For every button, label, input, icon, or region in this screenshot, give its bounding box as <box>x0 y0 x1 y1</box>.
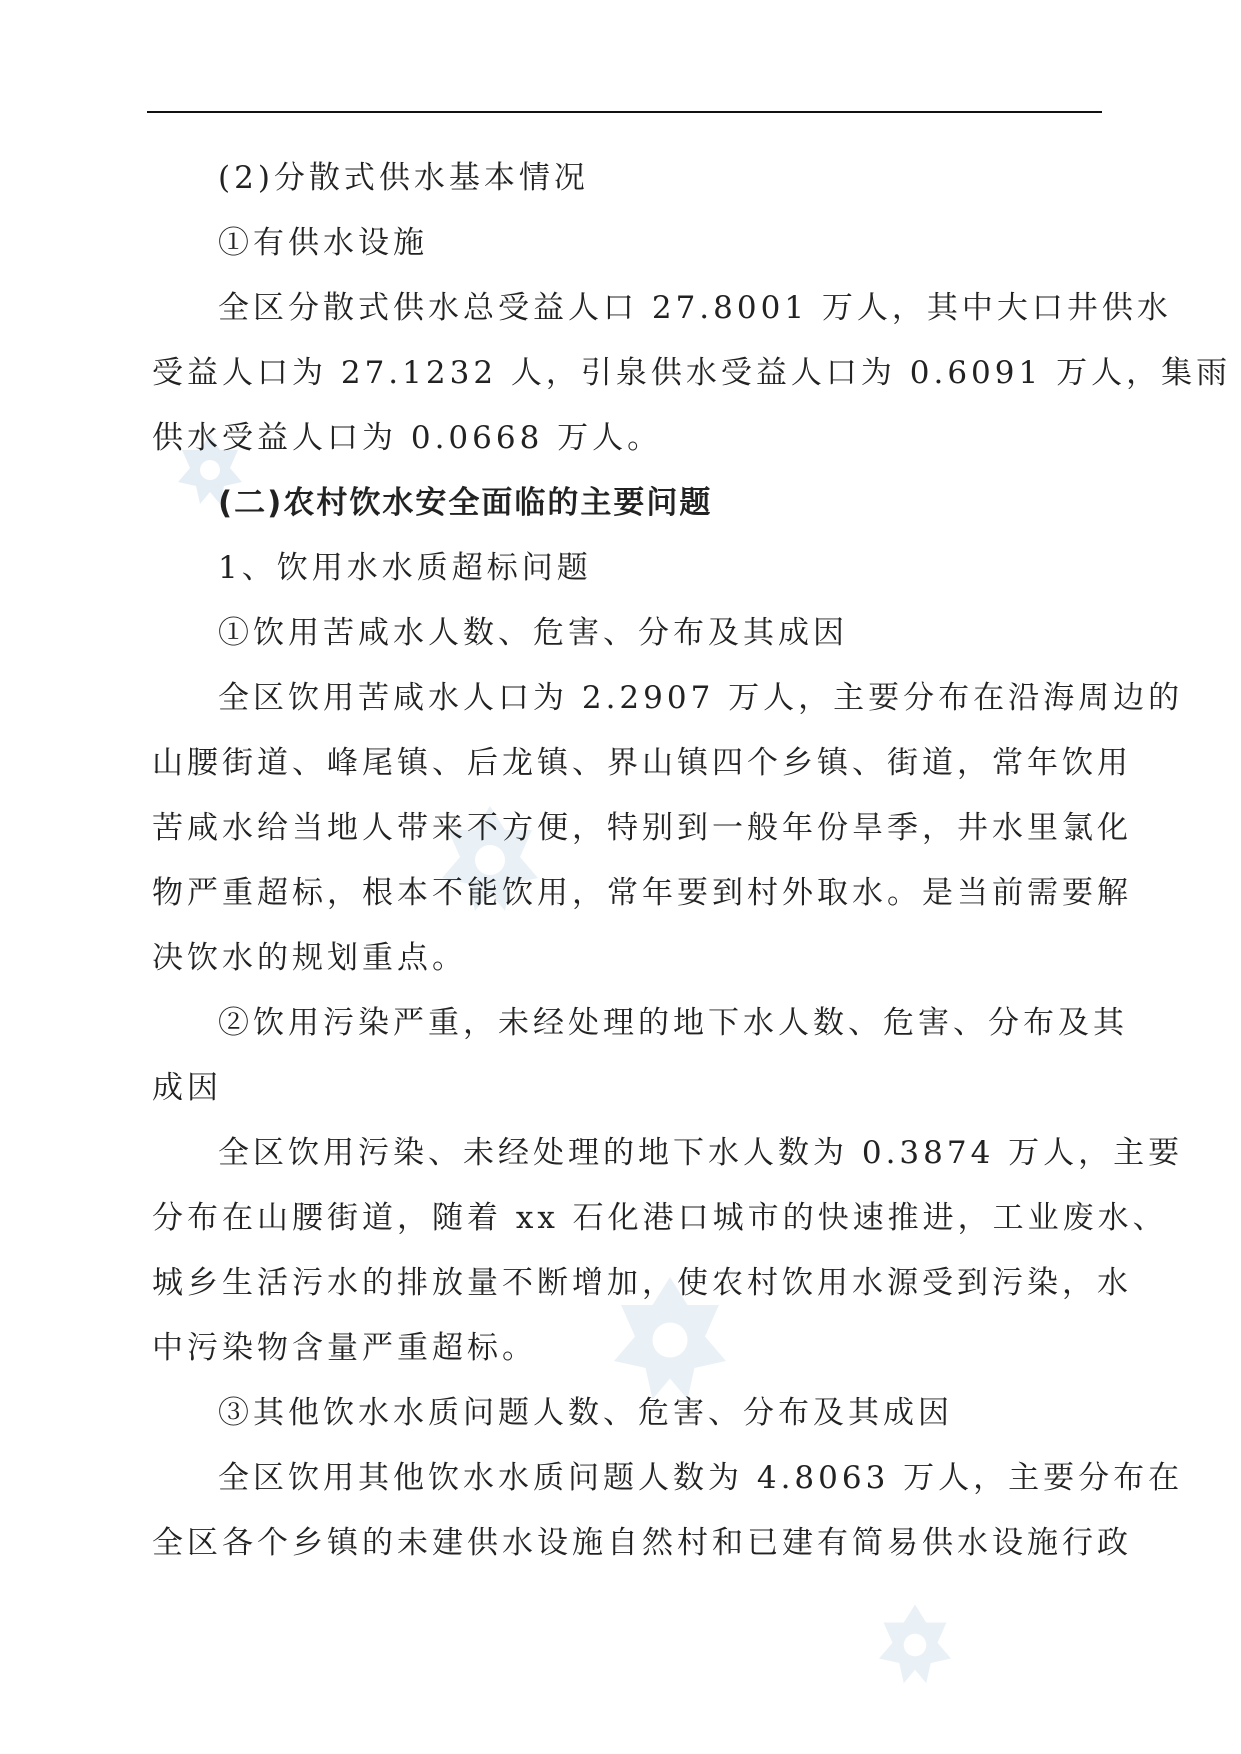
paragraph-line: 分布在山腰街道，随着 xx 石化港口城市的快速推进，工业废水、 <box>152 1200 1168 1236</box>
paragraph-line: 决饮水的规划重点。 <box>152 940 467 976</box>
paragraph-line: 城乡生活污水的排放量不断增加，使农村饮用水源受到污染，水 <box>152 1265 1132 1301</box>
paragraph-line: 全区饮用苦咸水人口为 2.2907 万人，主要分布在沿海周边的 <box>218 680 1184 716</box>
header-rule <box>147 111 1102 113</box>
snowflake-watermark-icon <box>870 1600 960 1690</box>
item-heading: ②饮用污染严重，未经处理的地下水人数、危害、分布及其 <box>218 1005 1128 1041</box>
item-heading: ①有供水设施 <box>218 225 428 261</box>
paragraph-line: 全区饮用污染、未经处理的地下水人数为 0.3874 万人，主要 <box>218 1135 1184 1171</box>
paragraph-line: 全区饮用其他饮水水质问题人数为 4.8063 万人，主要分布在 <box>218 1460 1184 1496</box>
item-heading: 成因 <box>152 1070 222 1106</box>
paragraph-line: 全区各个乡镇的未建供水设施自然村和已建有简易供水设施行政 <box>152 1525 1132 1561</box>
paragraph-line: 山腰街道、峰尾镇、后龙镇、界山镇四个乡镇、街道，常年饮用 <box>152 745 1132 781</box>
item-heading: ①饮用苦咸水人数、危害、分布及其成因 <box>218 615 848 651</box>
paragraph-line: 全区分散式供水总受益人口 27.8001 万人，其中大口井供水 <box>218 290 1172 326</box>
section-heading: (二)农村饮水安全面临的主要问题 <box>218 485 713 521</box>
item-heading: ③其他饮水水质问题人数、危害、分布及其成因 <box>218 1395 953 1431</box>
paragraph-line: 供水受益人口为 0.0668 万人。 <box>152 420 663 456</box>
paragraph-line: 受益人口为 27.1232 人，引泉供水受益人口为 0.6091 万人，集雨 <box>152 355 1232 391</box>
paragraph-line: 物严重超标，根本不能饮用，常年要到村外取水。是当前需要解 <box>152 875 1132 911</box>
paragraph-line: 中污染物含量严重超标。 <box>152 1330 537 1366</box>
subsection-heading: 1、饮用水水质超标问题 <box>218 550 592 586</box>
paragraph-line: 苦咸水给当地人带来不方便，特别到一般年份旱季，井水里氯化 <box>152 810 1132 846</box>
subsection-heading: (2)分散式供水基本情况 <box>218 160 589 196</box>
